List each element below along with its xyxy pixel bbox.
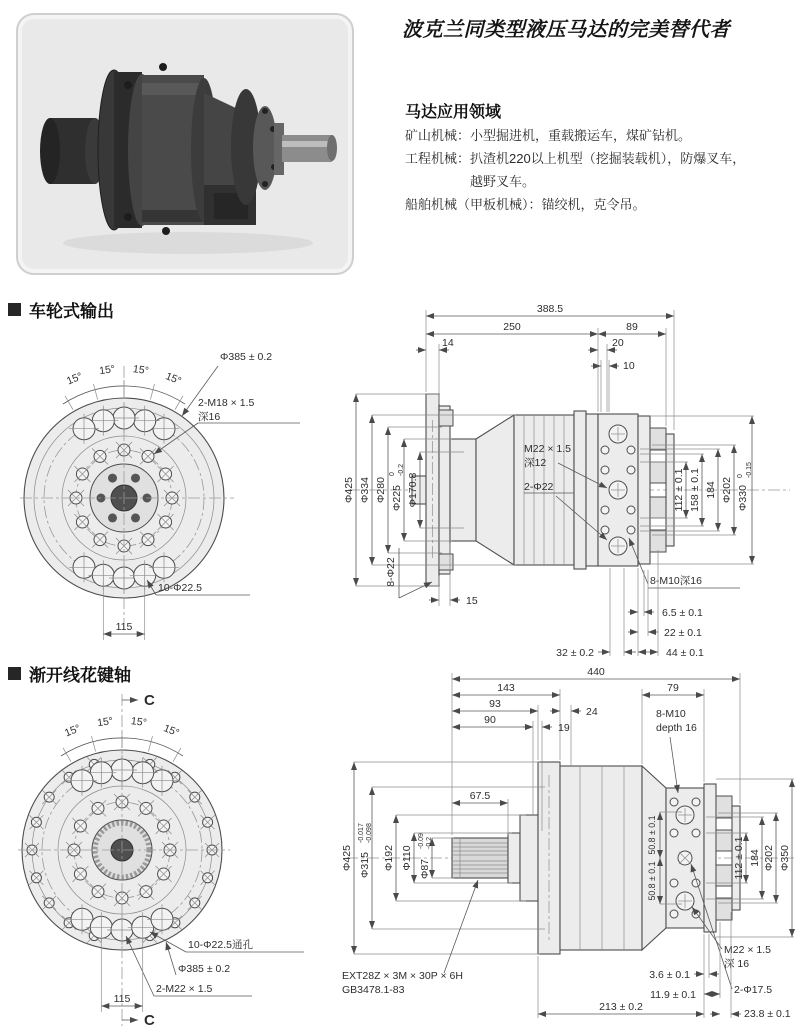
spline-shaft-front-view-drawing [4,680,336,1034]
port-spacing-label: 50.8 ± 0.1 [647,861,657,901]
hole-spacing-label: 115 [113,993,131,1005]
thread-depth-label: 深16 [198,411,221,423]
section-title: 车轮式输出 [29,302,114,321]
section-letter-bottom: C [144,1012,155,1029]
tolerance-upper: -0.017 [358,823,365,843]
diameter-label: Φ225 [391,485,403,511]
application-line: 越野叉车。 [470,174,536,189]
diameter-label: Φ202 [721,477,733,503]
tolerance-lower: -0.2 [426,836,433,849]
section-bullet-square [8,667,21,680]
dim-label: 32 ± 0.2 [556,647,594,659]
section-title: 渐开线花键轴 [29,666,131,685]
spline-spec-label: EXT28Z × 3M × 30P × 6H [342,970,463,982]
section-bullet-square [8,303,21,316]
diameter-label: Φ334 [359,477,371,503]
port-depth-label: 深12 [524,457,547,469]
diameter-label: Φ202 [763,845,775,871]
tolerance-upper: 0 [737,474,744,478]
tolerance-lower: -0.098 [366,823,373,843]
dim-label: 44 ± 0.1 [666,647,704,659]
angle-label: 15° [63,722,83,740]
angle-label: 15° [130,715,148,730]
motor-photo-shapes [40,63,337,254]
diameter-label: Φ425 [343,477,355,503]
product-photo-panel [16,13,354,275]
diameter-label: Φ350 [779,845,791,871]
tolerance-lower: -0.2 [398,463,405,476]
overall-length-label: 440 [587,666,605,678]
applications-list [405,124,795,216]
diameter-label: Φ192 [383,845,395,871]
thread-label: 2-M18 × 1.5 [198,397,255,409]
angle-label: 15° [96,715,114,730]
angle-label: 15° [132,363,150,378]
dim-label: 90 [484,714,496,726]
diameter-label: Φ315 [359,852,371,878]
product-photo-illustration [18,15,348,269]
front-view-body [18,694,230,1026]
dim-label: 93 [489,698,501,710]
diameter-label: Φ110 [401,845,413,871]
dim-label: 184 [749,849,761,867]
dim-label: 22 ± 0.1 [664,627,702,639]
dim-label: 10 [623,360,635,372]
outer-diameter-label: Φ385 ± 0.2 [178,963,231,975]
application-line: 船舶机械（甲板机械）：锚绞机，克令吊。 [405,197,646,212]
outer-diameter-label: Φ385 ± 0.2 [220,351,273,363]
wheel-output-front-view-drawing [4,330,336,652]
dim-label: 250 [503,321,521,333]
port-spacing-label: 50.8 ± 0.1 [647,815,657,855]
application-line: 工程机械：扒渣机220以上机型（挖掘装载机），防爆叉车， [405,151,746,166]
drain-holes-label: 2-Φ17.5 [734,984,773,996]
bolt-circle-label: 8-M10深16 [650,575,702,587]
page-title: 波克兰同类型液压马达的完美替代者 [402,19,730,41]
section-wheel-output-header [8,297,114,322]
port-thread-label: M22 × 1.5 [524,443,571,455]
flange-holes-label: 8-Φ22 [385,557,397,587]
dim-label: 89 [626,321,638,333]
bolt-depth-label: depth 16 [656,722,697,734]
applications-heading: 马达应用领域 [405,104,502,121]
hole-spacing-label: 115 [115,621,133,633]
tolerance-lower: -0.15 [746,462,753,478]
dim-label: 11.9 ± 0.1 [650,989,696,1001]
diameter-label: Φ170.8 [407,472,419,508]
side-view-top-dimensions [416,303,674,430]
angle-label: 15° [98,363,116,378]
overall-length-label: 388.5 [536,303,564,315]
dim-label: 14 [442,337,454,349]
dim-label: 3.6 ± 0.1 [649,969,690,981]
dim-label: 112 ± 0.1 [733,836,745,880]
application-line: 矿山机械：小型掘进机，重载搬运车，煤矿钻机。 [405,128,692,143]
bolt-holes-label: 10-Φ22.5 [158,582,202,594]
dim-label: 20 [612,337,624,349]
diameter-label: Φ280 [375,477,387,503]
section-letter-top: C [144,692,155,709]
dim-label: 79 [667,682,679,694]
diameter-label: Φ330 [737,485,749,511]
dim-label: 15 [466,595,478,607]
side-view-body [346,762,794,954]
port-holes-label: 2-Φ22 [524,481,554,493]
dim-label: 23.8 ± 0.1 [744,1008,791,1020]
dim-label: 158 ± 0.1 [689,468,701,512]
port-depth-label: 深 16 [724,958,750,970]
spline-shaft-side-view-drawing [340,663,800,1035]
dim-label: 24 [586,706,598,718]
spline-length-label: 67.5 [469,790,491,802]
dim-label: 112 ± 0.1 [673,468,685,512]
bolt-label: 8-M10 [656,708,686,720]
diameter-label: Φ425 [341,845,353,871]
spline-standard-label: GB3478.1-83 [342,984,405,996]
port-thread-label: M22 × 1.5 [724,944,771,956]
dim-label: 143 [497,682,515,694]
through-holes-label: 10-Φ22.5通孔 [188,939,253,951]
angle-label: 15° [163,370,183,388]
dim-label: 213 ± 0.2 [599,1001,643,1013]
diameter-label: Φ87 [419,858,431,880]
angle-label: 15° [161,722,181,740]
thread-label: 2-M22 × 1.5 [156,983,213,995]
wheel-output-side-view-drawing [342,300,798,662]
dim-label: 184 [705,481,717,499]
tolerance-upper: -0.09 [418,833,425,849]
dim-label: 19 [558,722,570,734]
dim-label: 6.5 ± 0.1 [662,607,703,619]
tolerance-upper: 0 [389,472,396,476]
angle-label: 15° [65,370,85,388]
